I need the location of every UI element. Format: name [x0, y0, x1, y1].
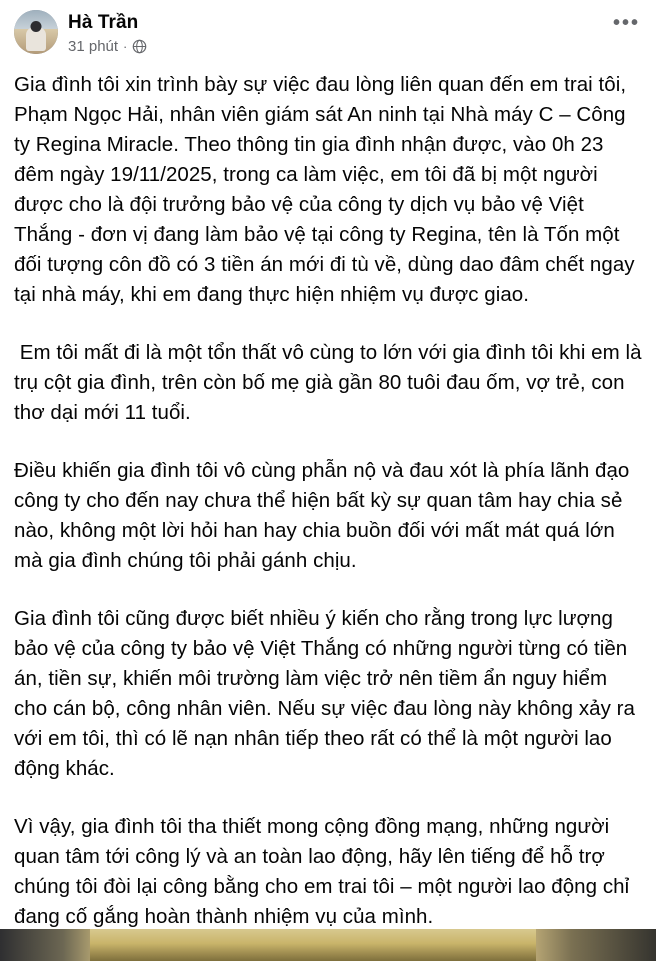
- post-paragraph: Gia đình tôi cũng được biết nhiều ý kiến cho rằng trong lực lượng bảo vệ của công ty bảo vệ Việt Thắng có những người từng có tiền án, tiền sự, khiến môi trường làm việc trở nên tiềm ẩn nguy hiểm cho cán bộ, công nhân viên. Nếu sự việc đau lòng này không xảy ra với em tôi, thì có lẽ nạn nhân tiếp theo rất có thể là một người lao động khác.: [14, 607, 641, 780]
- post-paragraph: Vì vậy, gia đình tôi tha thiết mong cộng đồng mạng, những người quan tâm tới công lý và an toàn lao động, hãy lên tiếng để hỗ trợ chúng tôi đòi lại công bằng cho em trai tôi – một người lao động chỉ đang cố gắng hoàn thành nhiệm vụ của mình.: [14, 815, 635, 928]
- meta-separator: ·: [123, 39, 128, 54]
- post-paragraph: Điều khiến gia đình tôi vô cùng phẫn nộ và đau xót là phía lãnh đạo công ty cho đến nay chưa thể hiện bất kỳ sự quan tâm hay chia sẻ nào, không một lời hỏi han hay chia buồn đối với mất mát quá lớn mà gia đình chúng tôi phải gánh chịu.: [14, 459, 636, 572]
- post-paragraph: Em tôi mất đi là một tổn thất vô cùng to lớn với gia đình tôi khi em là trụ cột gia đình, trên còn bố mẹ già gần 80 tuôi đau ốm, vợ trẻ, con thơ dại mới 11 tuổi.: [14, 341, 648, 424]
- post-body: [0, 60, 656, 932]
- post-timestamp[interactable]: 31 phút: [68, 38, 119, 55]
- post-paragraph: Gia đình tôi xin trình bày sự việc đau lòng liên quan đến em trai tôi, Phạm Ngọc Hải, nhân viên giám sát An ninh tại Nhà máy C – Công ty Regina Miracle. Theo thông tin gia đình nhận được, vào 0h 23 đêm ngày 19/11/2025, trong ca làm việc, em tôi đã bị một người được cho là đội trưởng bảo vệ của công ty dịch vụ bảo vệ Việt Thắng - đơn vị đang làm bảo vệ tại công ty Regina, tên là Tốn một đối tượng côn đồ có 3 tiền án mới đi tù về, dùng dao đâm chết ngay tại nhà máy, khi em đang thực hiện nhiệm vụ được giao.: [14, 73, 641, 306]
- image-left-edge: [0, 929, 90, 961]
- avatar-image-head: [31, 21, 42, 32]
- avatar[interactable]: [14, 10, 58, 54]
- post-attached-image[interactable]: [0, 929, 656, 961]
- post-meta: [68, 37, 605, 56]
- globe-icon[interactable]: [132, 39, 147, 54]
- image-right-edge: [536, 929, 656, 961]
- more-options-icon[interactable]: •••: [612, 12, 640, 34]
- post-header-text: [68, 10, 605, 56]
- author-name[interactable]: Hà Trần: [68, 12, 139, 33]
- post-header: [0, 0, 656, 60]
